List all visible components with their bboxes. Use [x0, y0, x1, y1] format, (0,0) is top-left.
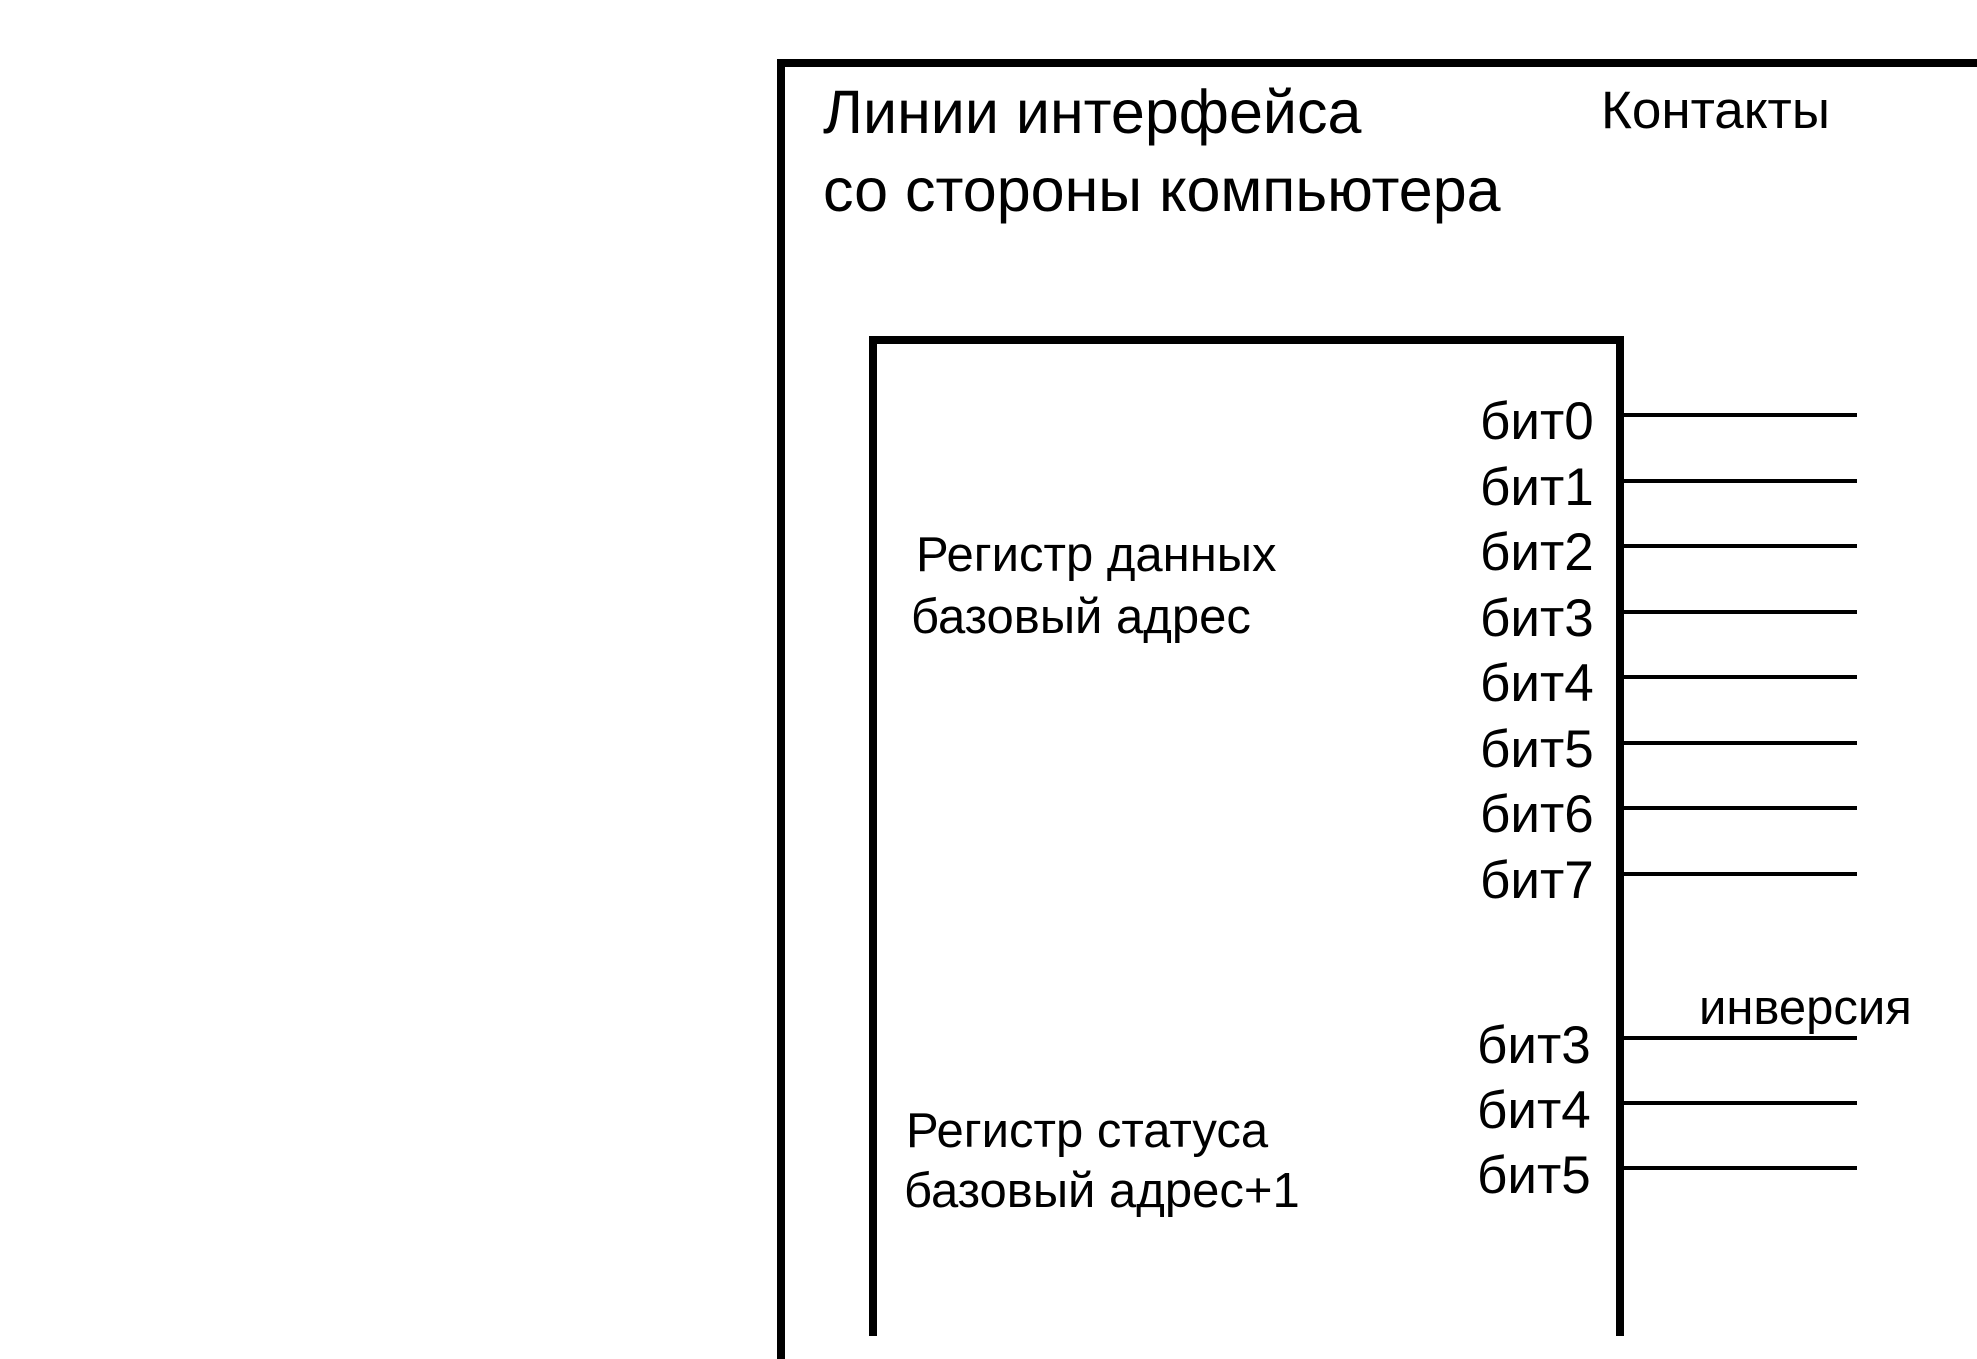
data-bit-label: бит4 [1480, 654, 1594, 713]
contacts-title: Контакты [1601, 81, 1830, 140]
status-bit-label: бит3 [1477, 1016, 1591, 1075]
data-register-name: Регистр данных [916, 528, 1277, 582]
inversion-label: инверсия [1699, 981, 1912, 1035]
status-bit-line [1624, 1166, 1857, 1170]
status-bit-label: бит5 [1477, 1146, 1591, 1205]
data-bit-line [1624, 544, 1857, 548]
data-bit-line [1624, 479, 1857, 483]
data-bit-label: бит3 [1480, 588, 1594, 648]
status-bit-line [1624, 1036, 1857, 1040]
lines-title-line2: со стороны компьютера [823, 156, 1501, 224]
data-bit-label: бит5 [1480, 719, 1594, 779]
data-bit-label: бит1 [1480, 457, 1594, 517]
data-register-address: базовый адрес [911, 590, 1251, 644]
data-bit-label: бит6 [1480, 785, 1594, 844]
data-bit-label: бит0 [1480, 392, 1594, 451]
data-bit-line [1624, 872, 1857, 876]
status-register-name: Регистр статуса [906, 1104, 1269, 1158]
data-bit-label: бит2 [1480, 523, 1594, 582]
lines-title-line1: Линии интерфейса [823, 78, 1362, 146]
data-bit-line [1624, 806, 1857, 810]
data-bit-line [1624, 741, 1857, 745]
status-bit-label: бит4 [1477, 1081, 1591, 1140]
data-bit-line [1624, 675, 1857, 679]
data-bit-label: бит7 [1480, 850, 1594, 910]
data-bit-line [1624, 413, 1857, 417]
data-bit-line [1624, 610, 1857, 614]
status-bit-line [1624, 1101, 1857, 1105]
status-register-address: базовый адрес+1 [904, 1164, 1300, 1218]
